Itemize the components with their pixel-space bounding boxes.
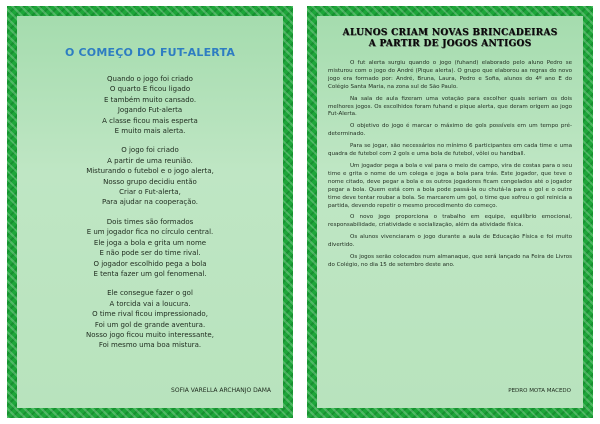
- poem-line: Foi mesmo uma boa mistura.: [98, 341, 202, 350]
- poem-line: O quarto E ficou ligado: [109, 85, 191, 94]
- poem-line: E tenta fazer um gol fenomenal.: [93, 269, 207, 278]
- poem-line: Nosso jogo ficou muito interessante,: [86, 330, 214, 339]
- article-paragraph: Na sala de aula fizeram uma votação para escolher quais seriam os dois melhores jogos. Os escolhidos foram fuhand e pique alerta, que deram origem ao jogo Fut-Alerta.: [328, 95, 572, 118]
- poem-line: Criar o Fut-alerta,: [119, 188, 181, 197]
- poem-stanza: [27, 217, 273, 279]
- article-paragraph: O fut alerta surgiu quando o jogo (fuhand) elaborado pelo aluno Pedro se misturou com o jogo do André (Pique alerta). O grupo que elaborou as regras do novo jogo era formado por: André, Bruna, Laura, Pedro e Sofia, alunos do 4º ano E do Colégio Santa Maria, na zona sul de São Paulo.: [328, 60, 572, 90]
- poem-line: Para ajudar na cooperação.: [102, 198, 198, 207]
- poem-line: Ele consegue fazer o gol: [107, 289, 193, 298]
- poem-line: O jogador escolhido pega a bola: [93, 259, 207, 268]
- article-title: [328, 28, 572, 50]
- article-title-line: A PARTIR DE JOGOS ANTIGOS: [368, 39, 532, 49]
- poem-line: A torcida vai a loucura.: [109, 299, 191, 308]
- poem-stanza: [27, 74, 273, 136]
- article-page: [307, 6, 593, 418]
- poem-line: Jogando Fut-alerta: [117, 106, 183, 115]
- poem-stanza: [27, 145, 273, 207]
- poem-author: SOFIA VARELLA ARCHANJO DAMA: [171, 387, 271, 394]
- article-paragraph: O novo jogo proporciona o trabalho em equipe, equilíbrio emocional, responsabilidade, criatividade e socialização, além da atividade física.: [328, 214, 572, 229]
- poem-line: A partir de uma reunião.: [107, 156, 193, 165]
- poem-line: E muito mais alerta.: [114, 127, 186, 136]
- poem-line: Ele joga a bola e grita um nome: [93, 238, 207, 247]
- poem-page: [7, 6, 293, 418]
- article-paragraph: Um jogador pega a bola e vai para o meio de campo, vira de costas para o seu time e grita o nome de um colega e joga a bola para trás. Este jogador, que teve o nome citado, deve pegar a bola e os outros jogadores ficam congelados até o jogador pegar a bola. Quem está com a bola pode passá-la ou chutá-la para o gol e o outro time deve tentar roubar a bola. Se marcarem um gol, o time que sofreu o gol reinicia a partida, devendo repetir o mesmo procedimento do começo.: [328, 162, 572, 209]
- poem-title: O COMEÇO DO FUT-ALERTA: [64, 46, 236, 59]
- article-paragraph: O objetivo do jogo é marcar o máximo de gols possíveis em um tempo pré-determinado.: [328, 123, 572, 138]
- poem-line: E um jogador fica no círculo central.: [86, 228, 214, 237]
- article-panel: [317, 16, 583, 408]
- poem-line: A classe ficou mais esperta: [102, 116, 198, 125]
- article-title-line: ALUNOS CRIAM NOVAS BRINCADEIRAS: [342, 28, 558, 38]
- poem-line: E não pode ser do time rival.: [99, 249, 201, 258]
- poem-line: Dois times são formados: [106, 217, 194, 226]
- article-paragraph: Para se jogar, são necessários no mínimo 6 participantes em cada time e uma quadra de futebol com 2 gols e uma bola de futebol, vôlei ou handball.: [328, 143, 572, 158]
- article-paragraph: Os alunos vivenciaram o jogo durante a aula de Educação Física e foi muito divertido.: [328, 234, 572, 249]
- poem-stanza: [27, 288, 273, 350]
- poem-line: Misturando o futebol e o jogo alerta,: [86, 167, 214, 176]
- poem-line: Foi um gol de grande aventura.: [94, 320, 206, 329]
- poem-line: E também muito cansado.: [103, 95, 197, 104]
- poem-panel: [17, 16, 283, 408]
- poem-line: Quando o jogo foi criado: [107, 75, 193, 83]
- poem-line: O time rival ficou impressionado,: [92, 310, 208, 319]
- poem-line: O jogo foi criado: [121, 146, 179, 155]
- article-author: PEDRO MOTA MACEDO: [508, 388, 571, 394]
- poem-line: Nosso grupo decidiu então: [103, 177, 197, 186]
- article-paragraph: Os jogos serão colocados num almanaque, que será lançado na Feira de Livros do Colégio, no dia 15 de setembro deste ano.: [328, 254, 572, 268]
